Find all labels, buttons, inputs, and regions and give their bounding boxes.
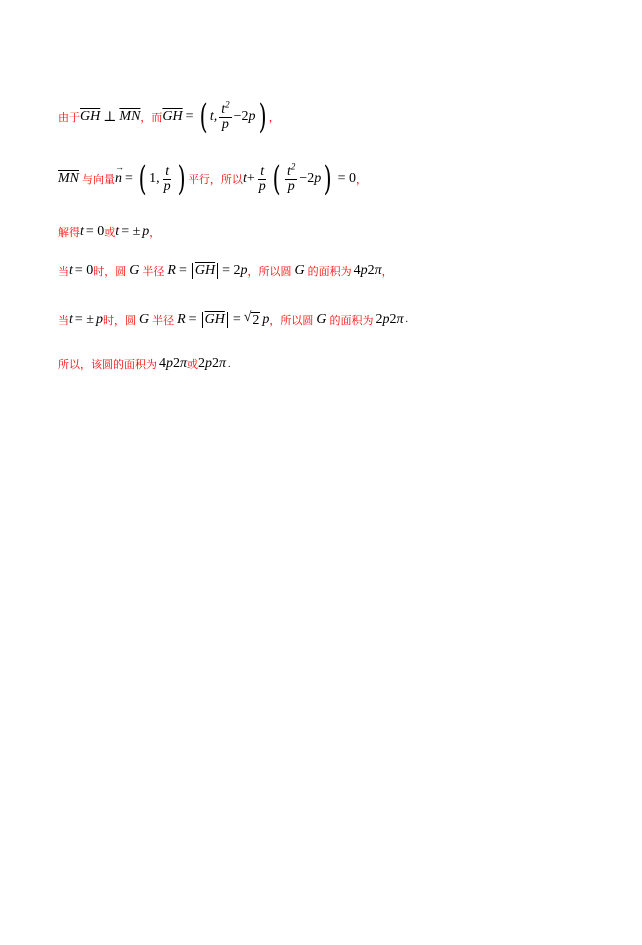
abs-value: [192, 263, 218, 279]
equals: =: [185, 109, 194, 124]
vector-gh: $\overline{GH}$: [162, 109, 183, 124]
math: 2: [375, 311, 383, 327]
math: = 2: [222, 263, 241, 278]
solution-line-3: [58, 224, 160, 240]
math: −2: [233, 109, 249, 124]
left-paren: (: [138, 159, 147, 199]
fraction: [162, 165, 173, 194]
text: 时，圆: [93, 265, 127, 278]
plus: +: [246, 171, 255, 186]
math: 1,: [149, 171, 160, 186]
text: 或: [104, 226, 116, 239]
vector-gh: $\overline{GH}$: [80, 109, 101, 124]
right-paren: ): [177, 159, 186, 199]
math: G: [294, 263, 305, 278]
math: t: [242, 171, 247, 186]
right-paren: ): [323, 159, 332, 199]
math: = 0: [337, 171, 356, 186]
math: G: [129, 263, 140, 278]
math: π: [180, 356, 188, 371]
math: p: [205, 356, 213, 371]
math: 2: [252, 313, 260, 328]
math: = 0: [85, 224, 105, 239]
math: p: [287, 178, 295, 194]
math: t: [69, 263, 73, 278]
text: 半径: [142, 265, 165, 278]
equals: =: [232, 311, 241, 327]
text: 半径: [152, 313, 175, 327]
fraction: [219, 98, 231, 132]
math: t: [260, 163, 265, 179]
text: ，所以圆: [269, 313, 314, 327]
text: ，: [149, 226, 161, 239]
math: = ±: [121, 224, 141, 239]
perp-symbol: ⊥: [103, 109, 117, 125]
math: 4: [353, 263, 361, 278]
math: π: [219, 356, 227, 371]
math: p: [95, 311, 103, 327]
math: R: [167, 263, 176, 278]
math: t: [115, 224, 120, 239]
math: t: [69, 311, 73, 327]
equals: =: [178, 263, 187, 278]
exponent: 2: [225, 98, 230, 109]
vector-gh: $\overline{GH}$: [204, 311, 225, 327]
solution-line-5: 当 t = ± p 时，圆 G 半径 R = $\overline{GH}$ = √ 2 p ，所以圆 G 的面积为 2 p 2 π .: [58, 310, 409, 328]
solution-line-6: 所以，该圆的面积为 4 p 2 π 或 2 p 2 π .: [58, 356, 231, 371]
period: .: [405, 314, 409, 325]
period: .: [228, 358, 231, 370]
math: = 0: [74, 263, 94, 278]
math: 2: [198, 356, 206, 371]
text: 所以，该圆的面积为: [58, 358, 157, 371]
math: t: [80, 224, 84, 239]
text: ，所以圆: [247, 265, 292, 278]
math: p: [166, 356, 173, 371]
math: p: [142, 224, 150, 239]
solution-line-1: [58, 97, 280, 137]
math: 4: [159, 356, 166, 371]
math: p: [382, 311, 390, 327]
math: G: [138, 311, 150, 327]
text: ，而: [140, 111, 163, 124]
text: ，: [355, 173, 367, 186]
math: p: [221, 116, 229, 132]
math: = ±: [74, 311, 94, 327]
math: p: [314, 171, 322, 186]
abs-value: [202, 312, 228, 328]
math: π: [374, 263, 382, 278]
equals: =: [125, 171, 133, 186]
vector-mn: $\overline{MN}$: [58, 171, 79, 186]
solution-line-2: [58, 159, 367, 199]
math: R: [177, 311, 186, 327]
sqrt-symbol: √: [243, 310, 252, 325]
math: p: [360, 263, 368, 278]
fraction: [257, 165, 268, 194]
solution-line-4: 当 t = 0 时，圆 G 半径 R = $\overline{GH}$ = 2 p ，所以圆 G 的面积为 4 p 2 π ，: [58, 263, 393, 278]
vector-mn: $\overline{MN}$: [119, 109, 141, 124]
text: 的面积为: [329, 313, 374, 327]
text: 的面积为: [307, 265, 352, 278]
equals: =: [188, 311, 197, 327]
right-paren: ): [258, 97, 267, 137]
math: G: [316, 311, 327, 327]
text: 解得: [58, 226, 80, 239]
math: t: [165, 163, 170, 179]
text: 平行，所以: [187, 173, 243, 186]
math: π: [396, 311, 404, 327]
fraction: [285, 160, 297, 194]
math: p: [262, 311, 270, 327]
math: t: [221, 101, 226, 117]
text: 时，圆: [102, 313, 136, 327]
exponent: 2: [290, 160, 296, 171]
math: p: [240, 263, 248, 278]
vector-gh: $\overline{GH}$: [194, 263, 216, 278]
math: p: [248, 109, 256, 124]
text: 与向量: [82, 173, 115, 186]
math: p: [163, 178, 171, 194]
sqrt: [244, 310, 261, 329]
text: 由于: [58, 111, 80, 124]
text: ，: [381, 265, 393, 278]
vector-n: → n: [115, 171, 122, 187]
math: p: [258, 178, 266, 194]
text: 当: [58, 265, 69, 278]
math: t,: [209, 109, 218, 124]
text: ，: [268, 111, 280, 124]
left-paren: (: [272, 159, 281, 199]
left-paren: (: [199, 97, 208, 137]
math: t: [287, 163, 291, 179]
math: −2: [299, 171, 315, 186]
text: 当: [58, 313, 69, 327]
text: 或: [187, 358, 199, 371]
